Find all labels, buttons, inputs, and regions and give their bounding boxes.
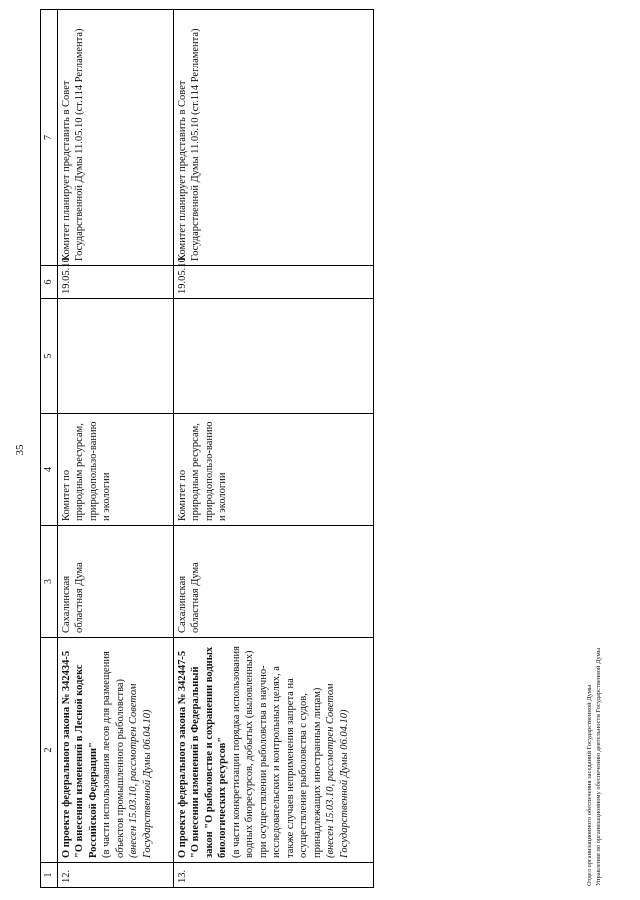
- bill-detail: (в части конкретизации порядка использования водных биоресурсов, добытых (выловленных) при осуществлении рыболовства в научно-исследовательских и контрольных целях, а также случаев неприменения запрета на осуществление рыболовства с судов, принадлежащих иностранным лицам): [230, 646, 323, 858]
- row-number: 13.: [173, 863, 373, 888]
- header-col-1: 1: [41, 863, 58, 888]
- remark-cell: Комитет планирует представить в Совет Государственной Думы 11.05.10 (ст.114 Регламента): [173, 10, 373, 266]
- remark-cell: Комитет планирует представить в Совет Государственной Думы 11.05.10 (ст.114 Регламента): [57, 10, 173, 266]
- header-row: [41, 10, 58, 888]
- bill-detail: (в части использования лесов для размещения объектов промышленного рыболовства): [101, 651, 126, 858]
- header-col-2: 2: [41, 638, 58, 863]
- initiator: Сахалинская областная Дума: [57, 526, 173, 638]
- bill-lead: О проекте федерального закона № 342447-5: [176, 650, 188, 858]
- date-cell: 19.05.10: [173, 266, 373, 299]
- bill-note: (внесен 15.03.10, рассмотрен Советом Государственной Думы 06.04.10): [325, 683, 350, 858]
- footer: [585, 648, 603, 886]
- footer-line-1: Отдел организационного обеспечения заседаний Государственной Думы: [586, 684, 593, 886]
- committee: Комитет по природным ресурсам, природопользо-ванию и экологии: [57, 414, 173, 526]
- table-row: [173, 10, 373, 888]
- header-col-5: 5: [41, 299, 58, 414]
- bill-lead: О проекте федерального закона № 342434-5: [60, 650, 72, 858]
- committee: Комитет по природным ресурсам, природопользо-ванию и экологии: [173, 414, 373, 526]
- col5-cell: [57, 299, 173, 414]
- header-col-7: 7: [41, 10, 58, 266]
- bill-note: (внесен 15.03.10, рассмотрен Советом Государственной Думы 06.04.10): [128, 683, 153, 858]
- row-number: 12.: [57, 863, 173, 888]
- header-col-6: 6: [41, 266, 58, 299]
- footer-line-2: Управления по организационному обеспечению деятельности Государственной Думы: [595, 647, 602, 886]
- page-number: 35: [14, 444, 26, 456]
- bills-table: [40, 9, 374, 888]
- bill-description: [173, 638, 373, 863]
- col5-cell: [173, 299, 373, 414]
- header-col-3: 3: [41, 526, 58, 638]
- header-col-4: 4: [41, 414, 58, 526]
- bill-title: "О внесении изменений в Лесной кодекс Российской Федерации": [74, 664, 99, 858]
- initiator: Сахалинская областная Дума: [173, 526, 373, 638]
- bill-title: "О внесении изменений в Федеральный закон "О рыболовстве и сохранении водных биологических ресурсов": [190, 646, 228, 858]
- table-row: [57, 10, 173, 888]
- bill-description: [57, 638, 173, 863]
- date-cell: 19.05.10: [57, 266, 173, 299]
